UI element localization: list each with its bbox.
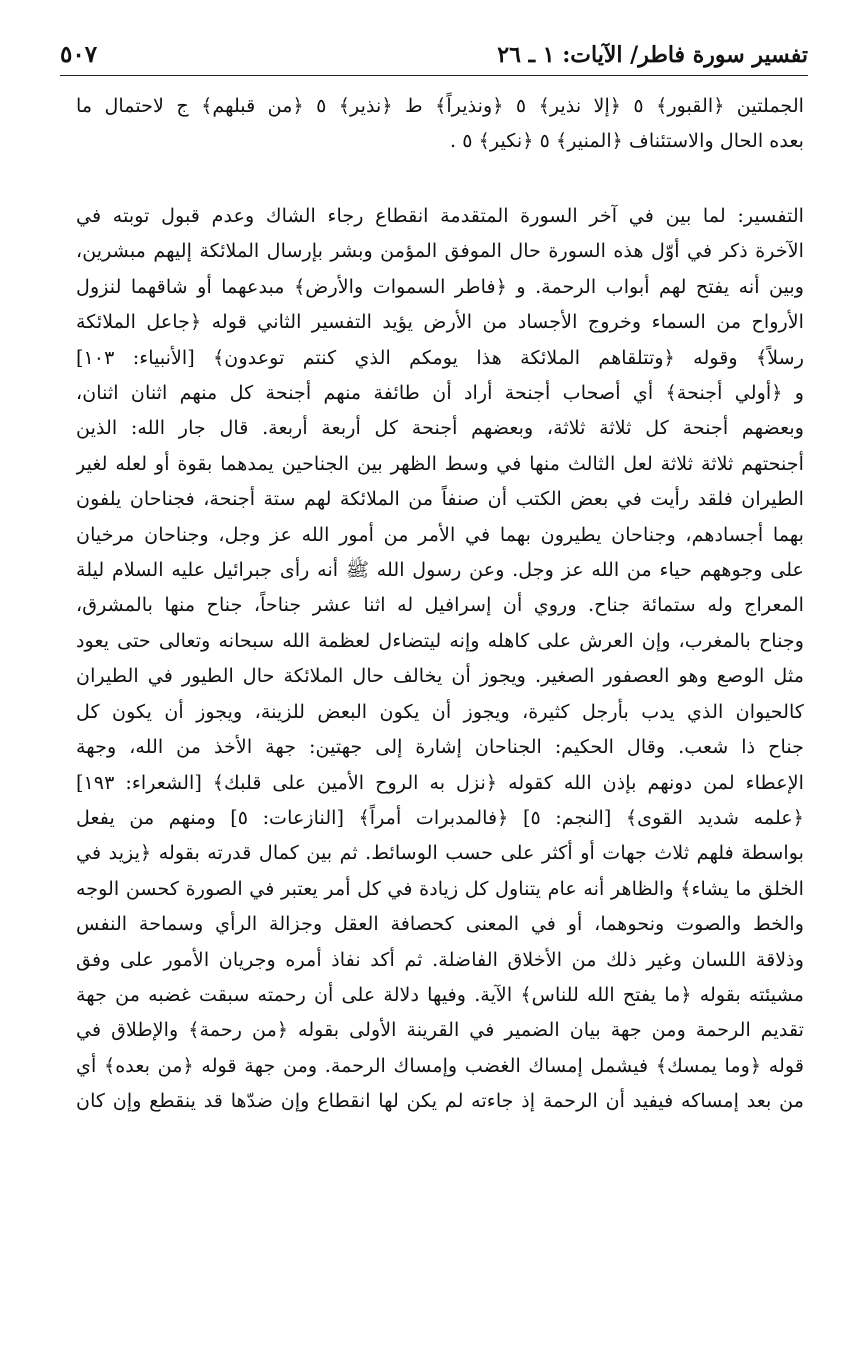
text-line: بواسطة فلهم ثلاث جهات أو أكثر على حسب الوسائط. ثم بين كمال قدرته بقوله ﴿يزيد في [76, 841, 804, 865]
text-line: الآخرة ذكر في أوّل هذه السورة حال الموفق المؤمن وبشر بإرسال الملائكة إليهم مبشرين، [76, 239, 804, 263]
text-line: و ﴿أولي أجنحة﴾ أي أصحاب أجنحة أراد أن طائفة منهم أجنحة كل منهم اثنان اثنان، [76, 381, 804, 405]
text-line: الجملتين ﴿القبور﴾ ٥ ﴿إلا نذير﴾ ٥ ﴿ونذيراً﴾ ط ﴿نذير﴾ ٥ ﴿من قبلهم﴾ ج لاحتمال ما [76, 94, 804, 117]
text-line: من بعد إمساكه فيفيد أن الرحمة إذ جاءته لم يكن لها انقطاع وإن ضدّها قد ينقطع وإن كان [76, 1089, 804, 1113]
text-line: بهما أجسادهم، وجناحان يطيرون بهما في الأمر من أمور الله عز وجل، وجناحان مرخيان [76, 522, 804, 546]
text-line: وجناح بالمغرب، وإن العرش على كاهله وإنه ليتضاءل لعظمة الله سبحانه وتعالى حتى يعود [76, 628, 804, 652]
text-line: الأرواح من السماء وخروج الأجساد من الأرض يؤيد التفسير الثاني قوله ﴿جاعل الملائكة [76, 310, 804, 334]
running-head: تفسير سورة فاطر/ الآيات: ١ ـ ٢٦ [497, 42, 808, 68]
text-line: التفسير: لما بين في آخر السورة المتقدمة انقطاع رجاء الشاك وعدم قبول توبته في [76, 204, 804, 227]
text-line: وبعضهم أجنحة كل ثلاثة ثلاثة، وبعضهم أجنحة كل أربعة أربعة. قال جار الله: الذين [76, 416, 804, 440]
text-line: وبين أنه يفتح لهم أبواب الرحمة. و ﴿فاطر السموات والأرض﴾ مبدعهما أو شاقهما لنزول [76, 274, 804, 298]
text-line: على وجوههم حياء من الله عز وجل. وعن رسول الله ﷺ أنه رأى جبرائيل عليه السلام ليلة [76, 558, 804, 582]
text-line: مثل الوصع وهو العصفور الصغير. ويجوز أن يخالف حال الملائكة حال الطيور في الطيران [76, 664, 804, 688]
text-line: ﴿علمه شديد القوى﴾ [النجم: ٥] ﴿فالمدبرات أمراً﴾ [النازعات: ٥] ومنهم من يفعل [76, 805, 804, 829]
text-line: وذلاقة اللسان وغير ذلك من الأخلاق الفاضلة. ثم أكد نفاذ أمره وجريان الأمور على وفق [76, 947, 804, 971]
page-header [60, 34, 808, 68]
text-line: تقديم الرحمة ومن جهة بيان الضمير في القرينة الأولى بقوله ﴿من رحمة﴾ والإطلاق في [76, 1018, 804, 1042]
text-line: الخلق ما يشاء﴾ والظاهر أنه عام يتناول كل زيادة في كل أمر يعتبر في الصورة كحسن الوجه [76, 876, 804, 900]
text-line: رسلاً﴾ وقوله ﴿وتتلقاهم الملائكة هذا يومكم الذي كنتم توعدون﴾ [الأنبياء: ١٠٣] [76, 345, 804, 369]
text-line: الإعطاء لمن دونهم بإذن الله كقوله ﴿نزل به الروح الأمين على قلبك﴾ [الشعراء: ١٩٣] [76, 770, 804, 794]
tafsir-paragraph [76, 198, 804, 1119]
text-line: مشيئته بقوله ﴿ما يفتح الله للناس﴾ الآية. وفيها دلالة على أن رحمته سبقت غضبه من جهة [76, 982, 804, 1006]
text-line: بعده الحال والاستئناف ﴿المنير﴾ ٥ ﴿نكير﴾ ٥ . [450, 129, 804, 153]
text-line: قوله ﴿وما يمسك﴾ فيشمل إمساك الغضب وإمساك الرحمة. ومن جهة قوله ﴿من بعده﴾ أي [76, 1053, 804, 1077]
text-line: والخط والصوت ونحوهما، أو في المعنى كحصافة العقل وجزالة الرأي وسماحة النفس [76, 912, 804, 936]
page-number: ٥٠٧ [60, 41, 98, 68]
text-line: المعراج وله ستمائة جناح. وروي أن إسرافيل له اثنا عشر جناحاً، جناح منها بالمشرق، [76, 593, 804, 617]
text-line: أجنحتهم ثلاثة ثلاثة لعل الثالث منها في وسط الظهر بين الجناحين يمدهما بقوة أو لعله لغير [76, 451, 804, 475]
text-line: جناح ذا شعب. وقال الحكيم: الجناحان إشارة إلى جهتين: جهة الأخذ من الله، وجهة [76, 735, 804, 759]
text-line: كالحيوان الذي يدب بأرجل كثيرة، ويجوز أن يكون البعض للزينة، ويجوز أن يكون كل [76, 699, 804, 723]
pause-marks-paragraph [76, 88, 804, 159]
text-line: الطيران فلقد رأيت في بعض الكتب أن صنفاً من الملائكة لهم ستة أجنحة، فجناحان يلفون [76, 487, 804, 511]
header-divider [60, 75, 808, 76]
